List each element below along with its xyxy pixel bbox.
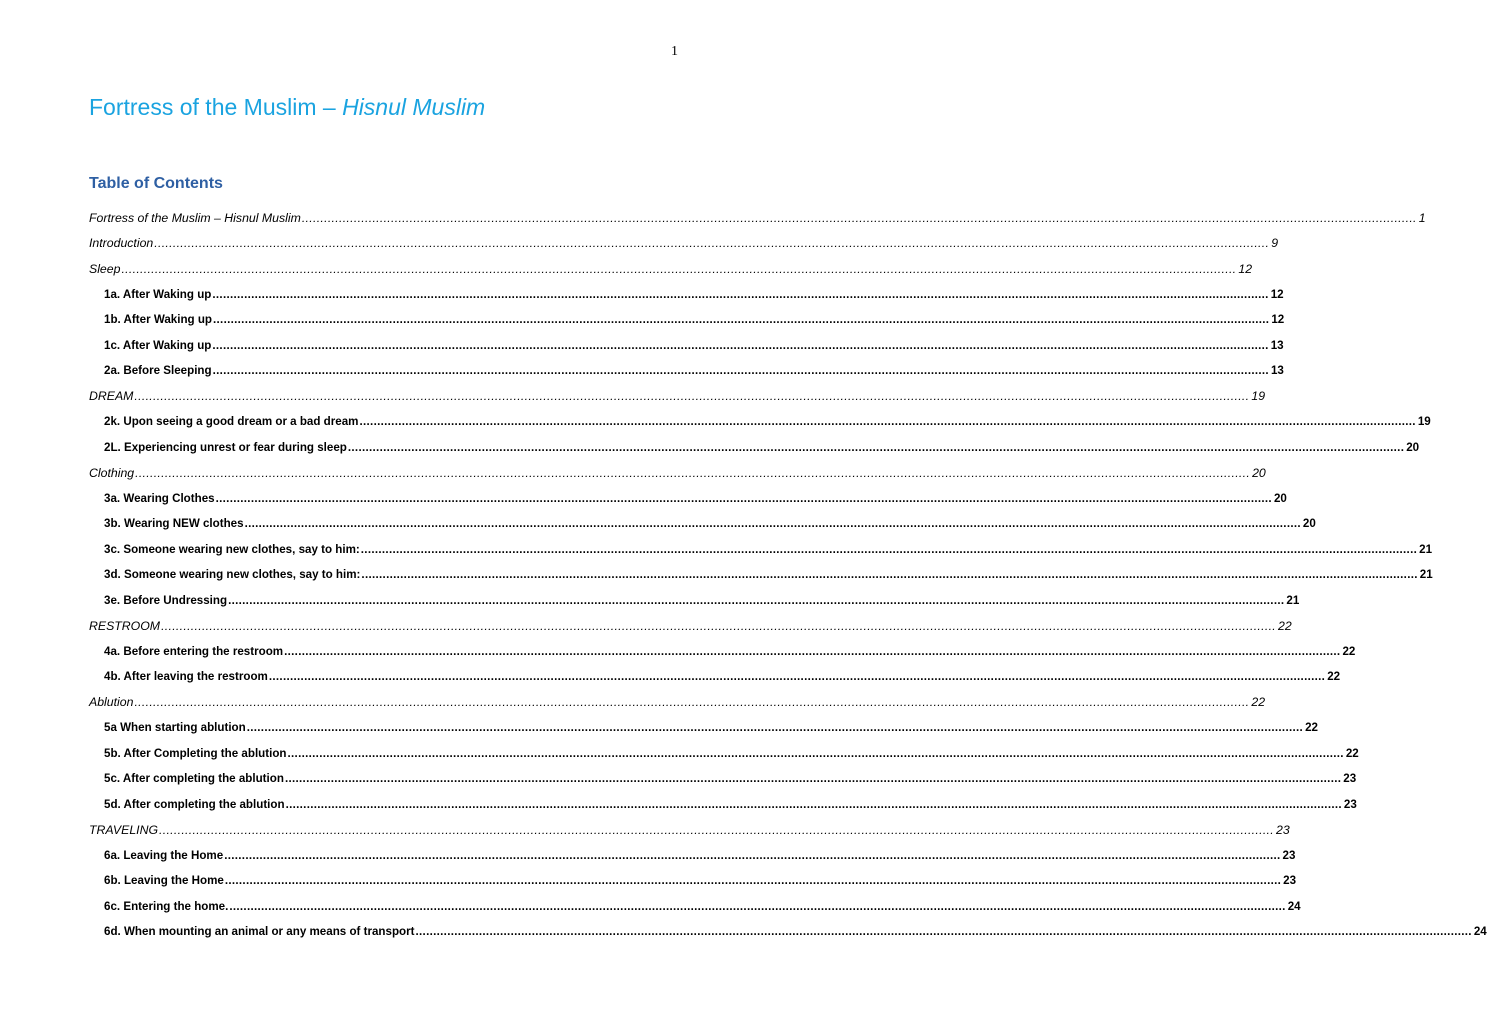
toc-dot-leader: ............................................................................................................................................................................................................................................................................................................ [121,261,1237,276]
toc-entry-title: 5d. After completing the ablution [104,797,285,811]
toc-heading: Table of Contents [89,175,223,192]
toc-dot-leader: ............................................................................................................................................................................................................................................................................................................ [161,618,1277,633]
toc-dot-leader: ............................................................................................................................................................................................................................................................................................................ [287,746,1344,760]
toc-dot-leader: ............................................................................................................................................................................................................................................................................................................ [361,568,1418,582]
toc-entry-title: 6d. When mounting an animal or any means of transport [104,925,415,939]
toc-dot-leader: ............................................................................................................................................................................................................................................................................................................ [224,874,1282,888]
toc-entry-title: 5b. After Completing the ablution [104,746,287,760]
toc-dot-leader: ............................................................................................................................................................................................................................................................................................................ [347,440,1405,454]
toc-entry-title: 5c. After completing the ablution [104,772,284,786]
toc-entry[interactable] [89,333,1284,359]
toc-entry-title: 2L. Experiencing unrest or fear during sleep [104,440,347,454]
toc-dot-leader: ............................................................................................................................................................................................................................................................................................................ [284,772,1342,786]
toc-entry-title: Introduction [89,236,154,251]
toc-entry-page: 24 [1473,925,1487,939]
toc-entry-page: 22 [1278,618,1292,633]
toc-entry[interactable] [89,511,1316,537]
toc-entry-title: RESTROOM [89,618,161,633]
toc-entry[interactable] [89,537,1433,563]
toc-dot-leader: ............................................................................................................................................................................................................................................................................................................ [213,313,1270,327]
toc-dot-leader: ............................................................................................................................................................................................................................................................................................................ [360,542,1418,556]
toc-entry[interactable] [89,843,1296,869]
toc-entry-page: 19 [1417,415,1431,429]
toc-entry-title: 4a. Before entering the restroom [104,644,284,658]
toc-entry[interactable] [89,639,1356,665]
toc-entry[interactable] [89,868,1297,894]
toc-entry-title: 3a. Wearing Clothes [104,491,215,505]
toc-entry-page: 22 [1342,644,1356,658]
toc-dot-leader: ............................................................................................................................................................................................................................................................................................................ [284,644,1341,658]
toc-dot-leader: ............................................................................................................................................................................................................................................................................................................ [301,210,1417,225]
toc-entry[interactable] [89,231,1279,257]
toc-entry-page: 19 [1251,389,1266,404]
toc-dot-leader: ............................................................................................................................................................................................................................................................................................................ [246,721,1304,735]
toc-entry-title: 3d. Someone wearing new clothes, say to him: [104,568,361,582]
toc-dot-leader: ............................................................................................................................................................................................................................................................................................................ [154,236,1270,251]
toc-entry-title: 6c. Entering the home. [104,899,229,913]
toc-entry-page: 22 [1327,670,1341,684]
toc-entry-title: 5a When starting ablution [104,721,246,735]
document-title [89,94,485,121]
toc-entry[interactable] [89,282,1284,308]
toc-dot-leader: ............................................................................................................................................................................................................................................................................................................ [134,389,1250,404]
toc-entry-page: 12 [1271,313,1285,327]
toc-entry[interactable] [89,741,1359,767]
toc-entry-title: 3b. Wearing NEW clothes [104,517,244,531]
toc-entry-page: 22 [1345,746,1359,760]
toc-entry[interactable] [89,894,1301,920]
toc-entry[interactable] [89,435,1420,461]
toc-entry-title: Ablution [89,695,134,710]
toc-entry-page: 23 [1275,822,1290,837]
toc-entry-page: 20 [1273,491,1287,505]
toc-entry[interactable] [89,384,1266,410]
toc-dot-leader: ............................................................................................................................................................................................................................................................................................................ [212,364,1269,378]
toc-entry-title: Fortress of the Muslim – Hisnul Muslim [89,210,301,225]
toc-entry[interactable] [89,562,1433,588]
toc-entry-page: 20 [1302,517,1316,531]
toc-entry[interactable] [89,205,1426,231]
toc-entry-page: 12 [1238,261,1253,276]
toc-entry[interactable] [89,664,1341,690]
document-title-main: Fortress of the Muslim – [89,94,343,120]
toc-entry-page: 23 [1343,772,1357,786]
toc-dot-leader: ............................................................................................................................................................................................................................................................................................................ [134,695,1250,710]
toc-entry-page: 21 [1419,542,1433,556]
toc-entry-page: 23 [1282,848,1296,862]
toc-dot-leader: ............................................................................................................................................................................................................................................................................................................ [224,848,1281,862]
toc-entry-title: Clothing [89,465,135,480]
toc-entry[interactable] [89,588,1300,614]
toc-entry-title: TRAVELING [89,822,159,837]
document-title-italic: Hisnul Muslim [342,94,486,120]
toc-entry-title: 3c. Someone wearing new clothes, say to him: [104,542,360,556]
toc-entry-title: 2k. Upon seeing a good dream or a bad dream [104,415,359,429]
toc-entry-title: 6a. Leaving the Home [104,848,224,862]
toc-entry-title: 6b. Leaving the Home [104,874,224,888]
toc-entry[interactable] [89,358,1284,384]
toc-dot-leader: ............................................................................................................................................................................................................................................................................................................ [244,517,1301,531]
toc-entry[interactable] [89,486,1287,512]
toc-entry[interactable] [89,690,1266,716]
toc-entry[interactable] [89,307,1285,333]
toc-entry-title: 1a. After Waking up [104,287,212,301]
toc-dot-leader: ............................................................................................................................................................................................................................................................................................................ [215,491,1272,505]
toc-entry-title: 1c. After Waking up [104,338,212,352]
toc-entry[interactable] [89,817,1290,843]
page-number: 1 [671,44,678,59]
toc-entry-page: 13 [1270,364,1284,378]
toc-entry-page: 23 [1343,797,1357,811]
toc-dot-leader: ............................................................................................................................................................................................................................................................................................................ [135,465,1251,480]
toc-entry[interactable] [89,766,1357,792]
toc-entry-page: 22 [1251,695,1266,710]
toc-entry-page: 13 [1270,338,1284,352]
toc-entry-title: 1b. After Waking up [104,313,212,327]
toc-entry-page: 23 [1283,874,1297,888]
toc-entry-title: 3e. Before Undressing [104,593,228,607]
toc-entry[interactable] [89,715,1318,741]
toc-entry-page: 1 [1418,210,1426,225]
toc-entry-page: 24 [1287,899,1301,913]
toc-entry[interactable] [89,409,1431,435]
toc-dot-leader: ............................................................................................................................................................................................................................................................................................................ [229,899,1286,913]
toc-entry-page: 12 [1270,287,1284,301]
toc-entry-title: 2a. Before Sleeping [104,364,212,378]
toc-dot-leader: ............................................................................................................................................................................................................................................................................................................ [268,670,1326,684]
toc-entry[interactable] [89,919,1487,945]
toc-entry-page: 20 [1252,465,1266,480]
toc-entry[interactable] [89,256,1253,282]
toc-entry-page: 20 [1406,440,1420,454]
toc-dot-leader: ............................................................................................................................................................................................................................................................................................................ [212,338,1269,352]
toc-dot-leader: ............................................................................................................................................................................................................................................................................................................ [359,415,1416,429]
toc-dot-leader: ............................................................................................................................................................................................................................................................................................................ [212,287,1269,301]
toc-entry-title: 4b. After leaving the restroom [104,670,268,684]
toc-entry[interactable] [89,792,1357,818]
toc-entry-page: 22 [1305,721,1318,735]
toc-entry-page: 21 [1419,568,1433,582]
toc-entry-title: DREAM [89,389,134,404]
toc-entry-page: 21 [1286,593,1300,607]
toc-dot-leader: ............................................................................................................................................................................................................................................................................................................ [415,925,1472,939]
table-of-contents [89,205,1487,945]
toc-entry[interactable] [89,613,1292,639]
toc-dot-leader: ............................................................................................................................................................................................................................................................................................................ [159,822,1274,837]
toc-entry-page: 9 [1271,236,1279,251]
toc-dot-leader: ............................................................................................................................................................................................................................................................................................................ [285,797,1342,811]
toc-entry[interactable] [89,460,1266,486]
toc-entry-title: Sleep [89,261,121,276]
toc-dot-leader: ............................................................................................................................................................................................................................................................................................................ [228,593,1285,607]
